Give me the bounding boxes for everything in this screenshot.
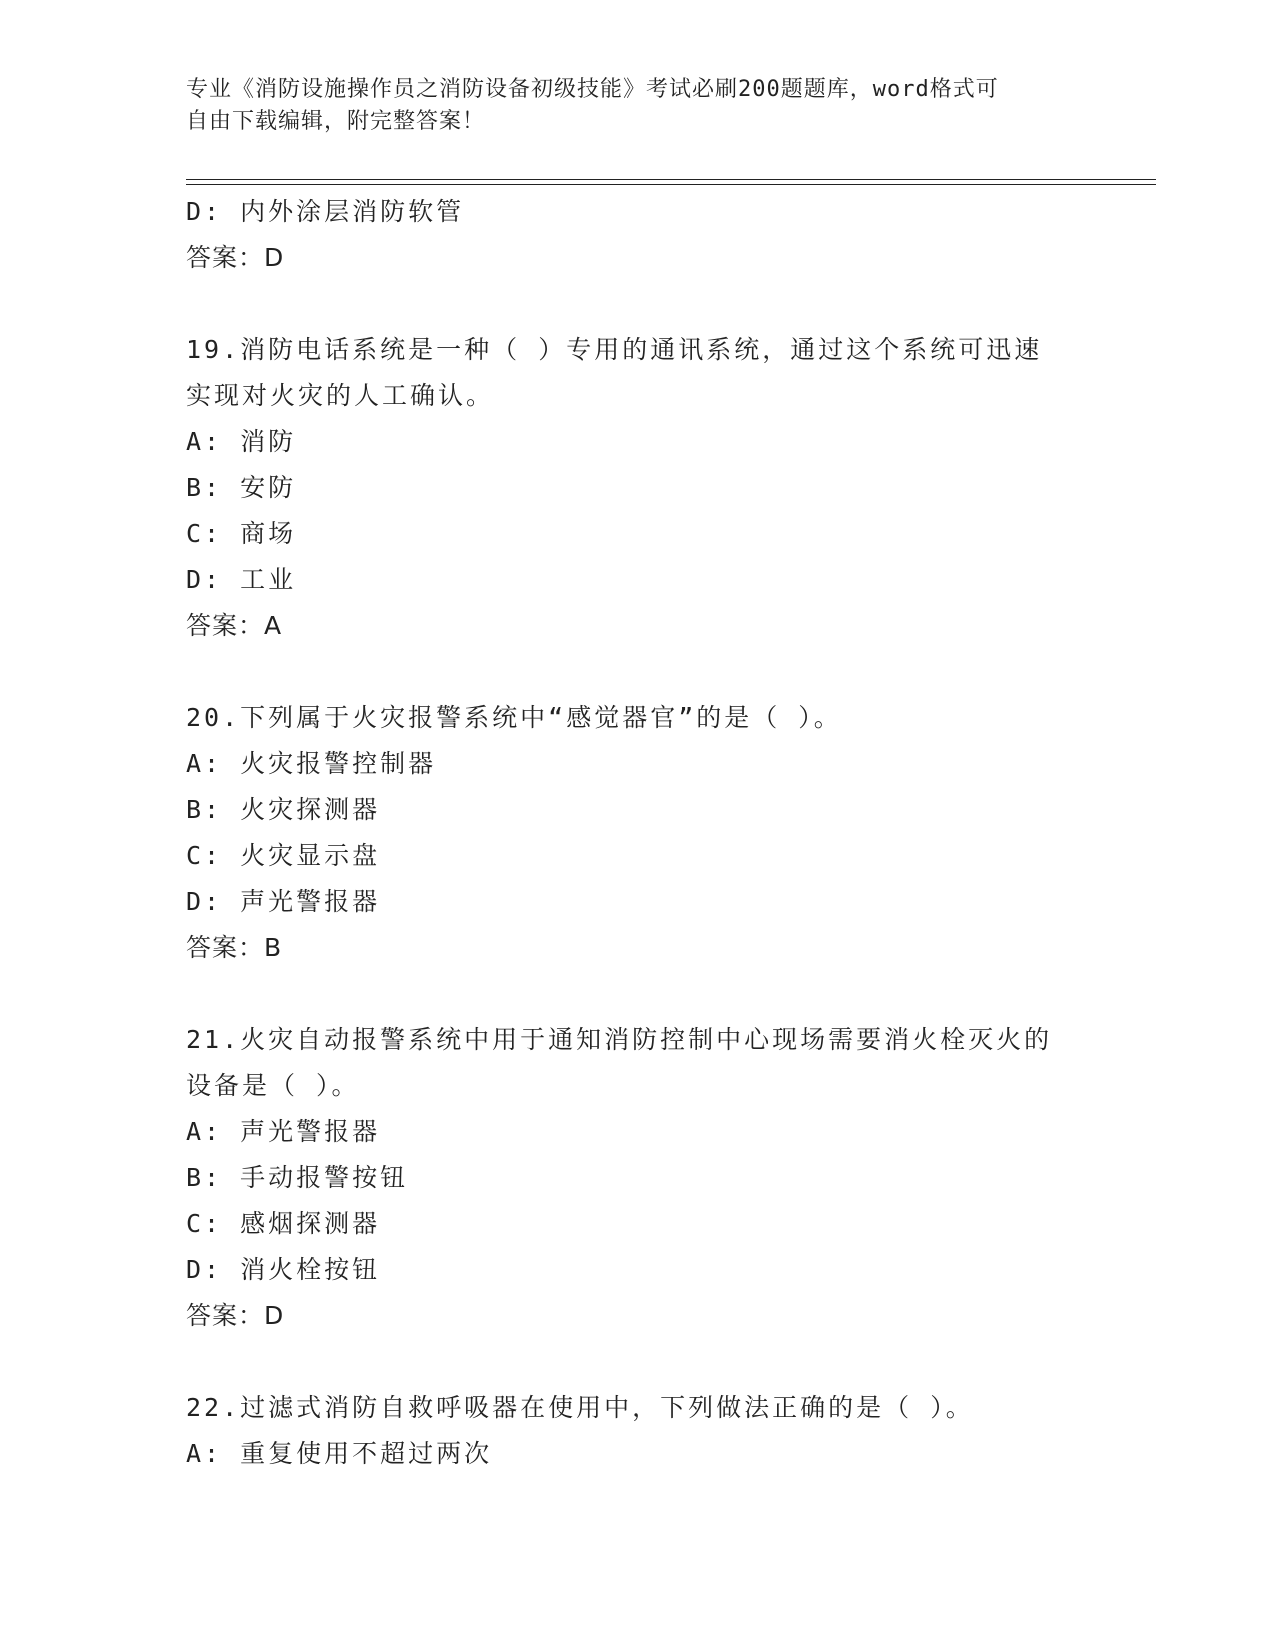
- option-c: C: 感烟探测器: [186, 1209, 381, 1238]
- option-d: D: 内外涂层消防软管: [186, 197, 465, 226]
- option-a: A: 火灾报警控制器: [186, 749, 437, 778]
- answer-line: 答案：A: [186, 611, 283, 640]
- option-c: C: 商场: [186, 519, 297, 548]
- document-header: [186, 74, 1086, 138]
- answer-line: 答案：D: [186, 1301, 285, 1330]
- header-line-2: 自由下载编辑，附完整答案！: [186, 109, 486, 134]
- answer-line: 答案：B: [186, 933, 283, 962]
- question-stem: 22.过滤式消防自救呼吸器在使用中，下列做法正确的是（ ）。: [186, 1393, 974, 1422]
- option-d: D: 声光警报器: [186, 887, 381, 916]
- question-stem: 20.下列属于火灾报警系统中“感觉器官”的是（ ）。: [186, 703, 842, 732]
- option-b: B: 手动报警按钮: [186, 1163, 409, 1192]
- option-d: D: 消火栓按钮: [186, 1255, 381, 1284]
- answer-line: 答案：D: [186, 243, 285, 272]
- header-rule-bottom: [186, 184, 1156, 185]
- question-20: [186, 695, 1086, 971]
- option-c: C: 火灾显示盘: [186, 841, 381, 870]
- header-line-1: 专业《消防设施操作员之消防设备初级技能》考试必刷200题题库，word格式可: [186, 77, 999, 102]
- question-stem-continued: 设备是（ ）。: [186, 1071, 360, 1100]
- question-21: [186, 1017, 1086, 1339]
- option-d: D: 工业: [186, 565, 297, 594]
- question-22: [186, 1385, 1086, 1477]
- option-b: B: 安防: [186, 473, 297, 502]
- header-rule-top: [186, 179, 1156, 180]
- option-a: A: 消防: [186, 427, 297, 456]
- document-body: [186, 189, 1086, 1477]
- question-stem: 21.火灾自动报警系统中用于通知消防控制中心现场需要消火栓灭火的: [186, 1025, 1053, 1054]
- option-a: A: 重复使用不超过两次: [186, 1439, 493, 1468]
- question-stem: 19.消防电话系统是一种（ ）专用的通讯系统，通过这个系统可迅速: [186, 335, 1043, 364]
- question-19: [186, 327, 1086, 649]
- question-stem-continued: 实现对火灾的人工确认。: [186, 381, 495, 410]
- option-b: B: 火灾探测器: [186, 795, 381, 824]
- option-a: A: 声光警报器: [186, 1117, 381, 1146]
